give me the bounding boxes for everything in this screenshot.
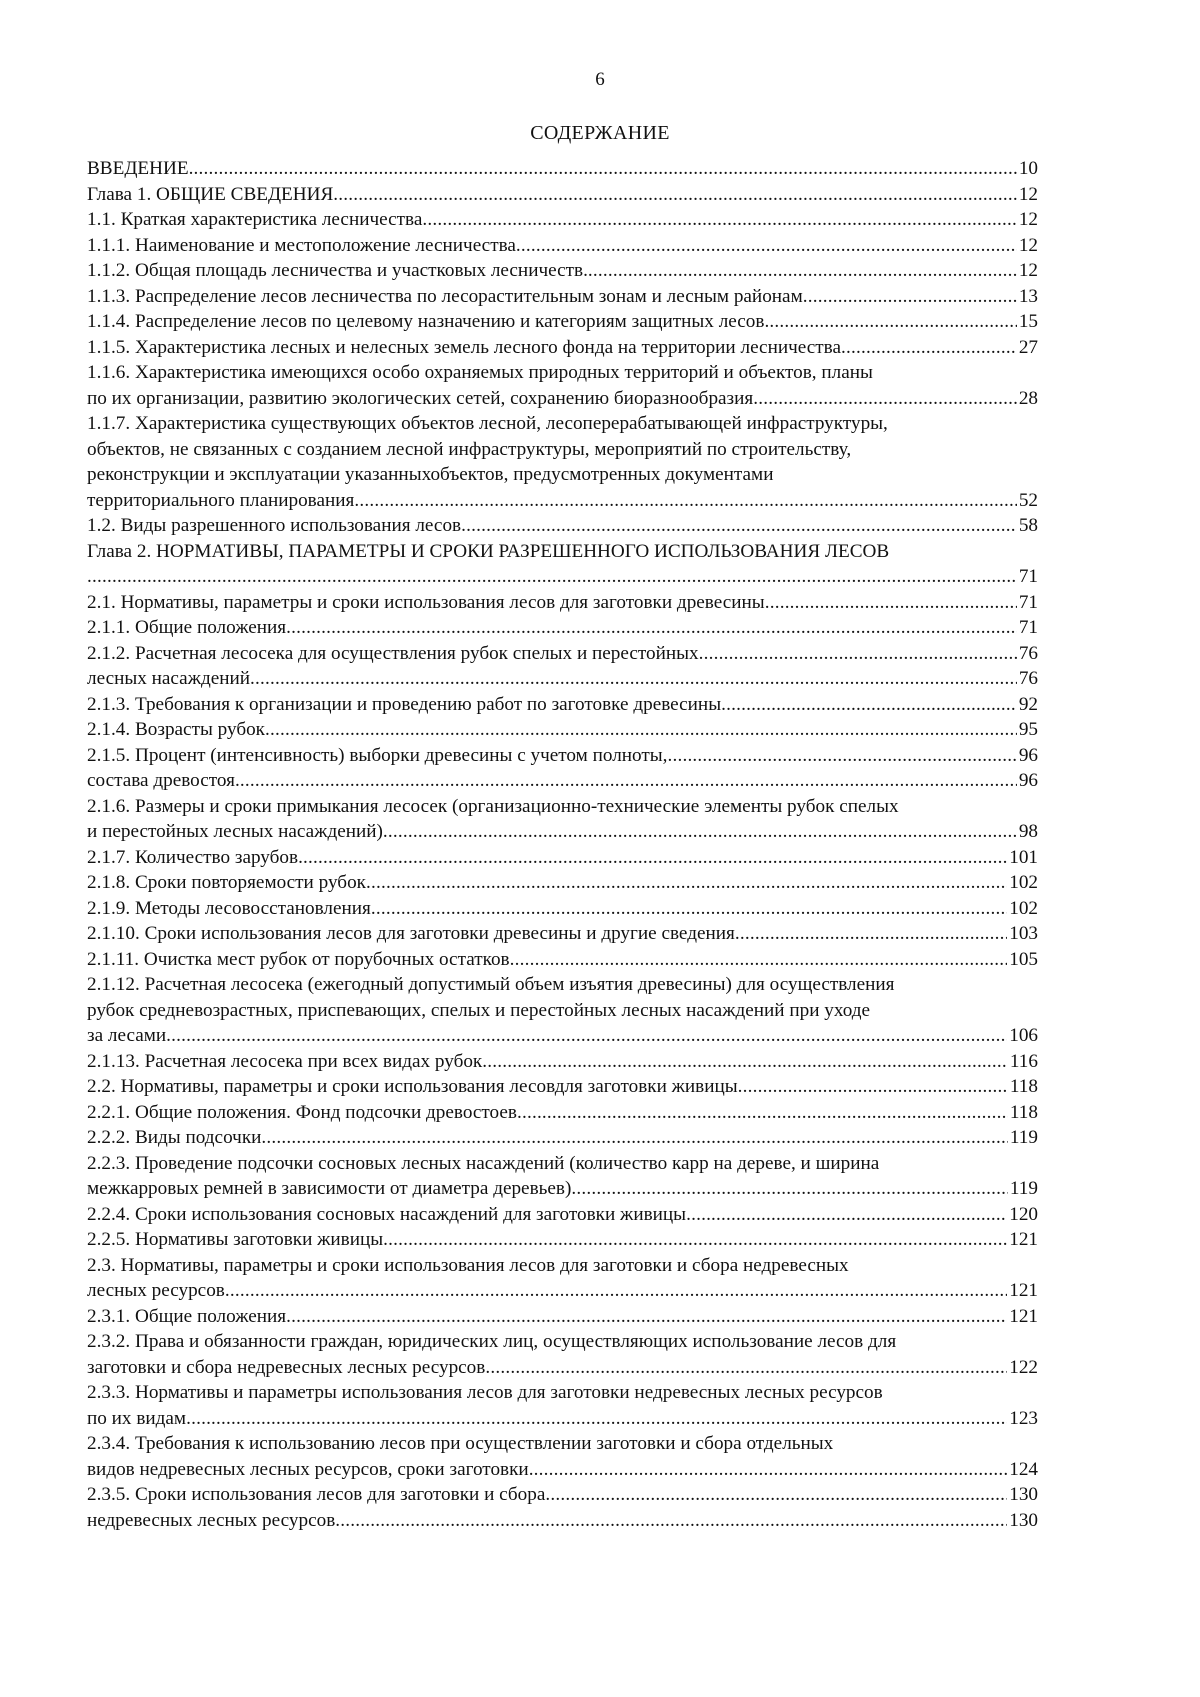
toc-entry[interactable] [87, 1049, 1038, 1075]
dot-leader [225, 1278, 1007, 1304]
toc-entry-text: по их видам [87, 1407, 187, 1429]
dot-leader [529, 1457, 1008, 1483]
toc-line [87, 972, 1038, 998]
toc-line [87, 1227, 1038, 1253]
dot-leader [333, 182, 1017, 208]
toc-line [87, 335, 1038, 361]
toc-entry[interactable] [87, 1304, 1038, 1330]
toc-page-number: 119 [1009, 1178, 1038, 1199]
toc-line [87, 411, 1038, 437]
toc-line [87, 539, 1038, 565]
toc-entry-text: 1.1.1. Наименование и местоположение лесничества [87, 234, 516, 256]
toc-entry[interactable] [87, 284, 1038, 310]
toc-page-number: 76 [1018, 642, 1038, 664]
toc-line [87, 1074, 1038, 1100]
dot-leader [482, 1049, 1008, 1075]
toc-line [87, 1304, 1038, 1330]
toc-page-number: 98 [1018, 821, 1038, 842]
toc-line [87, 641, 1038, 667]
toc-entry-text: недревесных лесных ресурсов [87, 1509, 336, 1531]
dot-leader [422, 207, 1016, 233]
dot-leader [735, 921, 1007, 947]
toc-entry-text: территориального планирования [87, 489, 355, 511]
dot-leader [366, 870, 1007, 896]
dot-leader [753, 386, 1017, 412]
toc-line [87, 207, 1038, 233]
toc-entry-text: межкарровых ремней в зависимости от диаметра деревьев) [87, 1178, 572, 1199]
toc-entry-text: 2.1.8. Сроки повторяемости рубок [87, 872, 366, 893]
dot-leader [166, 1023, 1007, 1049]
toc-page-number: 120 [1009, 1203, 1038, 1225]
toc-entry-text: реконструкции и эксплуатации указанныхобъектов, предусмотренных документами [87, 464, 774, 485]
toc-entry-text: 2.3.5. Сроки использования лесов для заготовки и сбора [87, 1484, 546, 1505]
toc-entry[interactable] [87, 1227, 1038, 1253]
toc-entry[interactable] [87, 1329, 1038, 1380]
toc-entry-text: по их организации, развитию экологических сетей, сохранению биоразнообразия [87, 387, 754, 409]
dot-leader [189, 156, 1017, 182]
dot-leader [335, 1508, 1007, 1534]
toc-entry-text: 2.1.9. Методы лесовосстановления [87, 897, 371, 919]
toc-entry-text: 2.3.1. Общие положения [87, 1305, 287, 1327]
toc-line [87, 1329, 1038, 1355]
toc-entry-text: 2.2. Нормативы, параметры и сроки использования лесовдля заготовки живицы [87, 1076, 738, 1097]
dot-leader [721, 692, 1017, 718]
toc-page-number: 96 [1018, 744, 1038, 766]
toc-entry[interactable] [87, 360, 1038, 411]
toc-entry[interactable] [87, 1074, 1038, 1100]
dot-leader [571, 1176, 1008, 1202]
toc-line [87, 1253, 1038, 1279]
toc-page-number: 52 [1018, 489, 1038, 511]
dot-leader [517, 1100, 1008, 1126]
toc-entry[interactable] [87, 1151, 1038, 1202]
toc-line [87, 1023, 1038, 1049]
toc-entry[interactable] [87, 539, 1038, 590]
toc-line [87, 1049, 1038, 1075]
toc-line [87, 998, 1038, 1024]
toc-entry-text: за лесами [87, 1025, 167, 1046]
dot-leader [286, 1304, 1007, 1330]
dot-leader [510, 947, 1008, 973]
dot-leader [545, 1482, 1007, 1508]
toc-page-number: 12 [1018, 183, 1038, 205]
toc-entry[interactable] [87, 743, 1038, 769]
toc-line [87, 1202, 1038, 1228]
toc-line [87, 258, 1038, 284]
dot-leader [699, 641, 1017, 667]
toc-line [87, 513, 1038, 539]
toc-entry-text: 2.3.4. Требования к использованию лесов при осуществлении заготовки и сбора отдельных [87, 1433, 834, 1454]
dot-leader [371, 896, 1007, 922]
toc-entry[interactable] [87, 717, 1038, 743]
toc-entry-text: Глава 2. НОРМАТИВЫ, ПАРАМЕТРЫ И СРОКИ РАЗРЕШЕННОГО ИСПОЛЬЗОВАНИЯ ЛЕСОВ [87, 540, 890, 562]
toc-entry-text: 2.1.3. Требования к организации и проведению работ по заготовке древесины [87, 693, 722, 715]
toc-line [87, 360, 1038, 386]
toc-entry[interactable] [87, 1380, 1038, 1431]
toc-entry-text: 1.1.2. Общая площадь лесничества и участковых лесничеств. [87, 260, 588, 281]
toc-line [87, 156, 1038, 182]
toc-line [87, 947, 1038, 973]
toc-page-number: 101 [1009, 846, 1038, 868]
toc-entry-text: 2.3. Нормативы, параметры и сроки использования лесов для заготовки и сбора недревесных [87, 1254, 849, 1276]
toc-page-number: 92 [1018, 693, 1038, 715]
dot-leader [686, 1202, 1007, 1228]
toc-line [87, 488, 1038, 514]
toc-line [87, 233, 1038, 259]
toc-entry[interactable] [87, 947, 1038, 973]
toc-line [87, 1482, 1038, 1508]
toc-page-number: 13 [1018, 285, 1038, 307]
toc-page-number: 106 [1009, 1025, 1038, 1046]
toc-page-number: 12 [1018, 260, 1038, 281]
toc-page-number: 76 [1018, 668, 1038, 689]
toc-page-number: 12 [1018, 209, 1038, 230]
toc-entry-text: 2.3.3. Нормативы и параметры использования лесов для заготовки недревесных лесных ресурсов [87, 1382, 883, 1403]
toc-entry[interactable] [87, 513, 1038, 539]
toc-entry-text: лесных насаждений [87, 668, 251, 689]
table-of-contents [87, 156, 1038, 1533]
toc-line [87, 717, 1038, 743]
toc-line [87, 819, 1038, 845]
toc-page-number: 28 [1018, 387, 1038, 409]
toc-entry-text: 2.3.2. Права и обязанности граждан, юридических лиц, осуществляющих использование лесов для [87, 1331, 897, 1352]
toc-entry-text: объектов, не связанных с созданием лесной инфраструктуры, мероприятий по строительству, [87, 438, 852, 460]
dot-leader [667, 743, 1016, 769]
toc-entry-text: 1.1.5. Характеристика лесных и нелесных земель лесного фонда на территории лесничества [87, 336, 841, 358]
toc-page-number: 15 [1018, 311, 1038, 332]
toc-page-number: 130 [1009, 1484, 1038, 1505]
toc-page-number: 121 [1009, 1229, 1038, 1250]
toc-line [87, 1151, 1038, 1177]
dot-leader [298, 845, 1007, 871]
dot-leader [87, 564, 1017, 590]
toc-entry-text: 2.1.10. Сроки использования лесов для заготовки древесины и другие сведения [87, 923, 735, 944]
toc-entry-text: 2.1.1. Общие положения [87, 617, 287, 638]
toc-entry-text: 1.2. Виды разрешенного использования лесов [87, 515, 462, 536]
toc-line [87, 845, 1038, 871]
toc-entry-text: 2.1.5. Процент (интенсивность) выборки древесины с учетом полноты, [87, 744, 668, 766]
toc-entry-text: 2.2.5. Нормативы заготовки живицы [87, 1229, 384, 1250]
toc-page-number: 121 [1009, 1305, 1038, 1327]
toc-entry[interactable] [87, 870, 1038, 896]
toc-page-number: 71 [1018, 591, 1038, 613]
toc-line [87, 1355, 1038, 1381]
toc-entry-text: 2.1.2. Расчетная лесосека для осуществления рубок спелых и перестойных [87, 642, 699, 664]
toc-page-number: 118 [1009, 1076, 1038, 1097]
dot-leader [286, 615, 1017, 641]
toc-page-number: 122 [1009, 1356, 1038, 1378]
toc-entry-text: рубок средневозрастных, приспевающих, спелых и перестойных лесных насаждений при уходе [87, 999, 871, 1021]
toc-page-number: 10 [1018, 158, 1038, 179]
toc-page-number: 58 [1018, 515, 1038, 536]
dot-leader [186, 1406, 1007, 1432]
toc-line [87, 386, 1038, 412]
toc-line [87, 1278, 1038, 1304]
toc-page-number: 102 [1009, 872, 1038, 893]
toc-line [87, 309, 1038, 335]
toc-entry-text: 1.1.4. Распределение лесов по целевому назначению и категориям защитных лесов [87, 311, 765, 332]
toc-line [87, 1176, 1038, 1202]
toc-entry-text: 1.1.3. Распределение лесов лесничества по лесорастительным зонам и лесным районам [87, 285, 803, 307]
toc-entry[interactable] [87, 692, 1038, 718]
toc-entry-text: 2.1. Нормативы, параметры и сроки использования лесов для заготовки древесины [87, 591, 765, 613]
toc-entry[interactable] [87, 207, 1038, 233]
toc-entry-text: 2.1.11. Очистка мест рубок от порубочных остатков [87, 948, 510, 970]
toc-line [87, 1457, 1038, 1483]
toc-line [87, 692, 1038, 718]
toc-line [87, 666, 1038, 692]
toc-line [87, 870, 1038, 896]
toc-entry-text: 2.2.3. Проведение подсочки сосновых лесных насаждений (количество карр на дереве, и ширина [87, 1152, 880, 1174]
toc-entry[interactable] [87, 896, 1038, 922]
toc-entry-text: состава древостоя [87, 770, 235, 791]
toc-entry[interactable] [87, 1253, 1038, 1304]
toc-entry-text: 1.1.7. Характеристика существующих объектов лесной, лесоперерабатывающей инфраструктуры, [87, 413, 888, 434]
toc-line [87, 437, 1038, 463]
dot-leader [235, 768, 1017, 794]
toc-entry-text: 1.1.6. Характеристика имеющихся особо охраняемых природных территорий и объектов, планы [87, 362, 873, 383]
toc-page-number: 27 [1018, 336, 1038, 358]
toc-entry-text: и перестойных лесных насаждений) [87, 821, 383, 842]
toc-entry-text: 2.2.1. Общие положения. Фонд подсочки древостоев [87, 1101, 517, 1123]
dot-leader [354, 488, 1016, 514]
toc-page-number: 71 [1018, 566, 1038, 587]
toc-entry[interactable] [87, 309, 1038, 335]
toc-line [87, 615, 1038, 641]
toc-entry-text: 2.1.13. Расчетная лесосека при всех видах рубок [87, 1050, 483, 1072]
toc-page-number: 102 [1009, 897, 1038, 919]
toc-entry[interactable] [87, 182, 1038, 208]
toc-page-number: 121 [1009, 1280, 1038, 1301]
toc-line [87, 1100, 1038, 1126]
toc-page-number: 103 [1009, 923, 1038, 944]
dot-leader [383, 819, 1017, 845]
toc-entry[interactable] [87, 615, 1038, 641]
toc-page-number: 119 [1009, 1127, 1038, 1148]
toc-line [87, 896, 1038, 922]
dot-leader [516, 233, 1017, 259]
toc-line [87, 1508, 1038, 1534]
toc-entry[interactable] [87, 156, 1038, 182]
toc-line [87, 462, 1038, 488]
toc-page-number: 71 [1018, 617, 1038, 638]
toc-entry-text: 2.1.7. Количество зарубов [87, 846, 299, 868]
toc-entry-text: заготовки и сбора недревесных лесных ресурсов [87, 1356, 486, 1378]
dot-leader [764, 309, 1016, 335]
dot-leader [250, 666, 1017, 692]
toc-entry[interactable] [87, 1482, 1038, 1508]
toc-entry-text: 2.1.6. Размеры и сроки примыкания лесосек (организационно-технические элементы рубок спелых [87, 795, 899, 817]
toc-page-number: 116 [1009, 1050, 1038, 1072]
toc-entry[interactable] [87, 411, 1038, 513]
toc-page-number: 105 [1009, 948, 1038, 970]
dot-leader [265, 717, 1017, 743]
toc-entry[interactable] [87, 641, 1038, 667]
toc-entry[interactable] [87, 794, 1038, 845]
toc-entry-text: 2.1.4. Возрасты рубок [87, 719, 265, 740]
toc-entry[interactable] [87, 921, 1038, 947]
page-number: 6 [595, 69, 605, 90]
toc-entry[interactable] [87, 1431, 1038, 1482]
toc-entry[interactable] [87, 1202, 1038, 1228]
toc-page-number: 124 [1009, 1458, 1038, 1480]
dot-leader [803, 284, 1017, 310]
toc-line [87, 182, 1038, 208]
toc-entry[interactable] [87, 590, 1038, 616]
toc-entry[interactable] [87, 258, 1038, 284]
toc-entry-text: 2.1.12. Расчетная лесосека (ежегодный допустимый объем изъятия древесины) для осуществления [87, 974, 895, 995]
dot-leader [461, 513, 1017, 539]
dot-leader [765, 590, 1017, 616]
page-title: СОДЕРЖАНИЕ [530, 122, 670, 144]
toc-entry[interactable] [87, 666, 1038, 692]
toc-line [87, 743, 1038, 769]
toc-entry-text: Глава 1. ОБЩИЕ СВЕДЕНИЯ [87, 183, 334, 205]
toc-entry-text: 1.1. Краткая характеристика лесничества [87, 209, 423, 230]
toc-entry[interactable] [87, 233, 1038, 259]
toc-entry-text: видов недревесных лесных ресурсов, сроки заготовки [87, 1458, 529, 1480]
toc-page-number: 118 [1009, 1101, 1038, 1123]
toc-line [87, 921, 1038, 947]
dot-leader [485, 1355, 1007, 1381]
toc-line [87, 1125, 1038, 1151]
toc-page-number: 12 [1018, 234, 1038, 256]
dot-leader [588, 258, 1017, 284]
toc-entry-text: 2.2.4. Сроки использования сосновых насаждений для заготовки живицы [87, 1203, 687, 1225]
toc-entry[interactable] [87, 335, 1038, 361]
toc-entry[interactable] [87, 972, 1038, 1049]
dot-leader [841, 335, 1017, 361]
toc-line [87, 794, 1038, 820]
toc-page-number: 96 [1018, 770, 1038, 791]
toc-line [87, 284, 1038, 310]
toc-page-number: 130 [1009, 1509, 1038, 1531]
toc-entry[interactable] [87, 1125, 1038, 1151]
toc-line [87, 1406, 1038, 1432]
dot-leader [261, 1125, 1008, 1151]
toc-line [87, 1380, 1038, 1406]
toc-entry[interactable] [87, 1100, 1038, 1126]
toc-entry-text: 2.2.2. Виды подсочки [87, 1127, 262, 1148]
toc-line [87, 1431, 1038, 1457]
toc-line [87, 768, 1038, 794]
toc-page-number: 123 [1009, 1407, 1038, 1429]
toc-entry[interactable] [87, 845, 1038, 871]
toc-line [87, 590, 1038, 616]
toc-page-number: 95 [1018, 719, 1038, 740]
toc-entry[interactable] [87, 768, 1038, 794]
toc-entry-text: лесных ресурсов [87, 1280, 225, 1301]
toc-entry-text: ВВЕДЕНИЕ [87, 158, 189, 179]
toc-line [87, 564, 1038, 590]
dot-leader [383, 1227, 1007, 1253]
dot-leader [738, 1074, 1008, 1100]
toc-entry[interactable] [87, 1508, 1038, 1534]
